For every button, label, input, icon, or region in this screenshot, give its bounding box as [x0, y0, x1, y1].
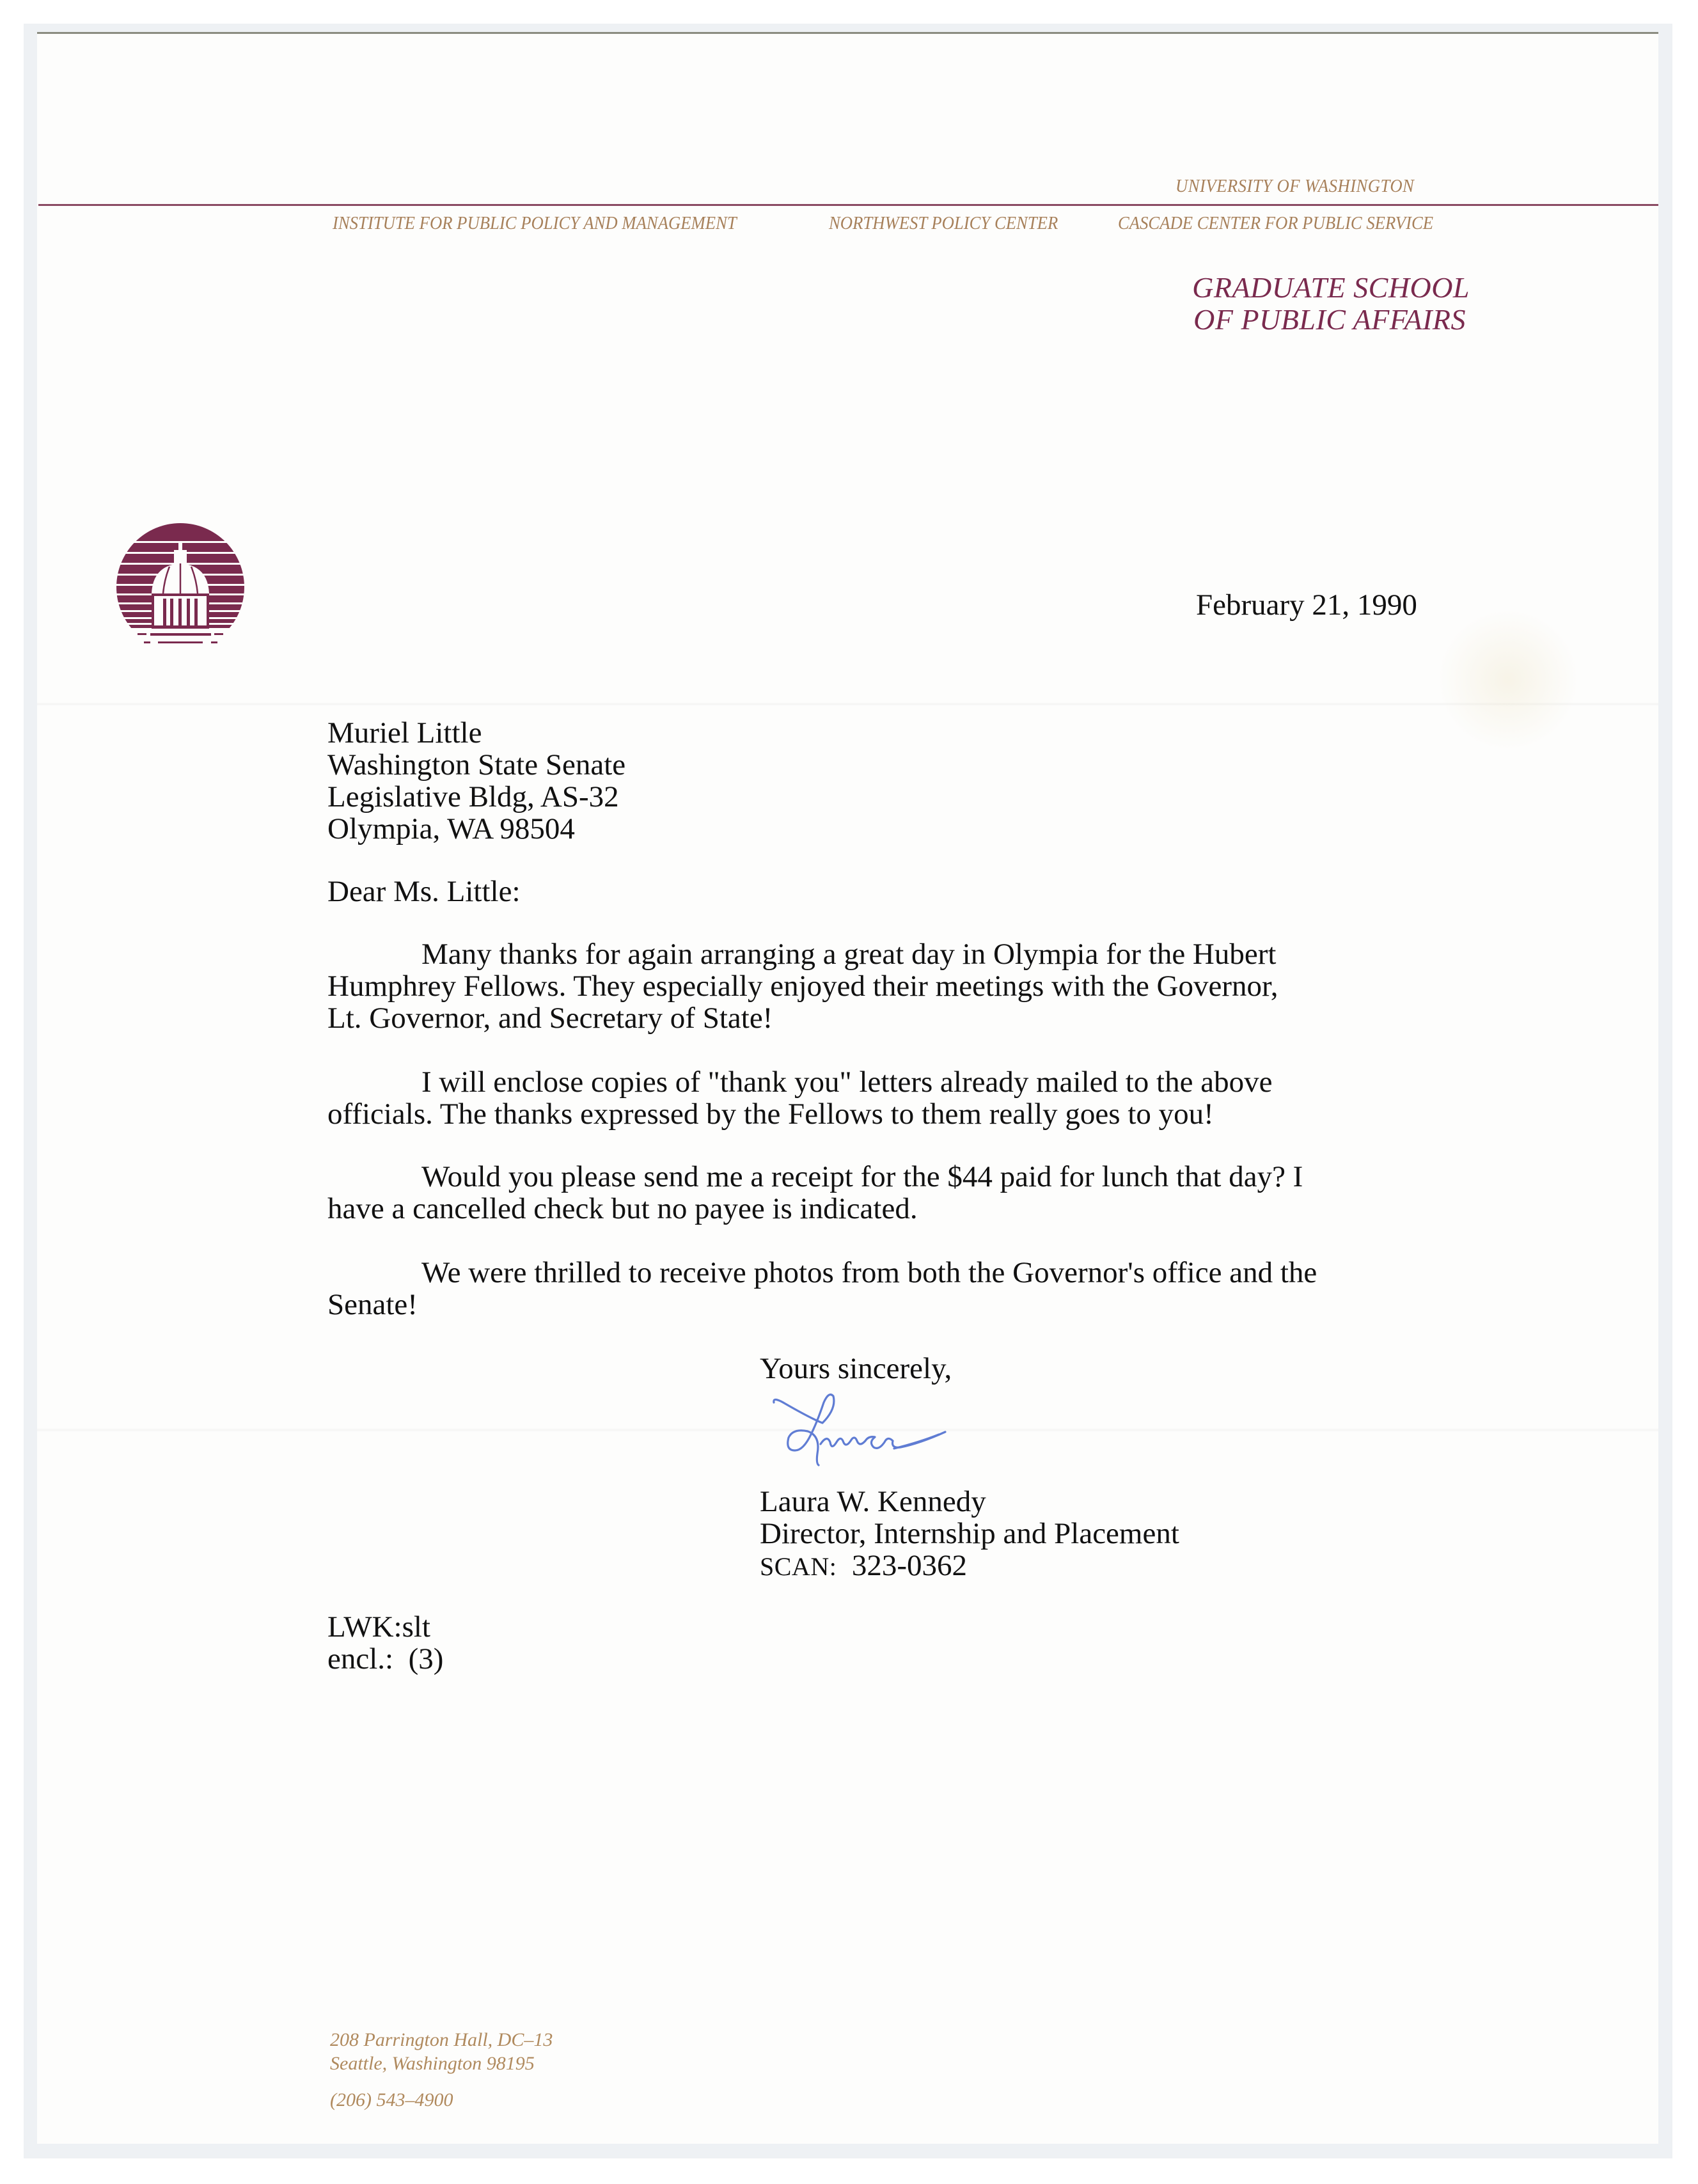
paragraph-line: I will enclose copies of "thank you" letters already mailed to the above	[421, 1065, 1273, 1099]
letter-page	[37, 32, 1658, 2144]
recipient-organization: Washington State Senate	[327, 748, 626, 782]
signer-title: Director, Internship and Placement	[760, 1517, 1179, 1550]
paragraph-line: Would you please send me a receipt for the $44 paid for lunch that day? I	[421, 1160, 1303, 1193]
signer-name: Laura W. Kennedy	[760, 1485, 986, 1518]
body-paragraph-4	[327, 1257, 1427, 1321]
fold-crease-upper	[37, 702, 1658, 706]
scan-label: SCAN:	[760, 1552, 837, 1581]
paragraph-line: We were thrilled to receive photos from both the Governor's office and the	[421, 1256, 1317, 1289]
reference-initials: LWK:slt	[327, 1610, 430, 1644]
school-name-line2: OF PUBLIC AFFAIRS	[1193, 303, 1466, 336]
paragraph-line: Senate!	[327, 1288, 418, 1321]
letterhead-school-name	[1124, 272, 1470, 336]
recipient-address-block	[327, 717, 625, 845]
recipient-address: Legislative Bldg, AS-32	[327, 780, 619, 813]
recipient-name: Muriel Little	[327, 716, 482, 750]
letterhead-unit-institute: INSTITUTE FOR PUBLIC POLICY AND MANAGEMENT	[333, 213, 737, 233]
body-paragraph-1	[327, 938, 1427, 1034]
letterhead-university: UNIVERSITY OF WASHINGTON	[1175, 176, 1415, 196]
school-name-line1: GRADUATE SCHOOL	[1192, 271, 1470, 304]
closing-phrase	[760, 1353, 952, 1385]
footer-phone: (206) 543–4900	[330, 2089, 453, 2110]
paragraph-line: Humphrey Fellows. They especially enjoyed their meetings with the Governor,	[327, 970, 1278, 1003]
salutation: Dear Ms. Little:	[327, 875, 521, 908]
paragraph-line: officials. The thanks expressed by the Fellows to them really goes to you!	[327, 1097, 1214, 1131]
letterhead-rule	[38, 204, 1658, 206]
capitol-dome-sunset-icon	[112, 523, 249, 651]
handwritten-signature	[766, 1390, 952, 1473]
signer-scan-line	[760, 1550, 1179, 1583]
letter-date: February 21, 1990	[1196, 588, 1417, 622]
footer-address-line1: 208 Parrington Hall, DC–13	[330, 2029, 553, 2050]
enclosures-note: encl.: (3)	[327, 1642, 444, 1676]
signer-block	[760, 1486, 1179, 1583]
footer-address-block	[330, 2028, 553, 2112]
paragraph-line: Many thanks for again arranging a great day in Olympia for the Hubert	[421, 938, 1277, 971]
body-paragraph-3	[327, 1161, 1427, 1225]
paragraph-line: Lt. Governor, and Secretary of State!	[327, 1002, 773, 1035]
paragraph-line: have a cancelled check but no payee is indicated.	[327, 1192, 918, 1225]
letterhead-unit-northwest: NORTHWEST POLICY CENTER	[829, 213, 1058, 233]
scan-number: 323-0362	[851, 1549, 967, 1582]
letterhead-unit-cascade: CASCADE CENTER FOR PUBLIC SERVICE	[1118, 213, 1434, 233]
body-paragraph-2	[327, 1066, 1427, 1130]
paper-stain	[1438, 609, 1578, 750]
reference-block	[327, 1611, 443, 1675]
closing-text: Yours sincerely,	[760, 1352, 952, 1385]
footer-address-line2: Seattle, Washington 98195	[330, 2053, 535, 2074]
recipient-city-state-zip: Olympia, WA 98504	[327, 812, 575, 845]
